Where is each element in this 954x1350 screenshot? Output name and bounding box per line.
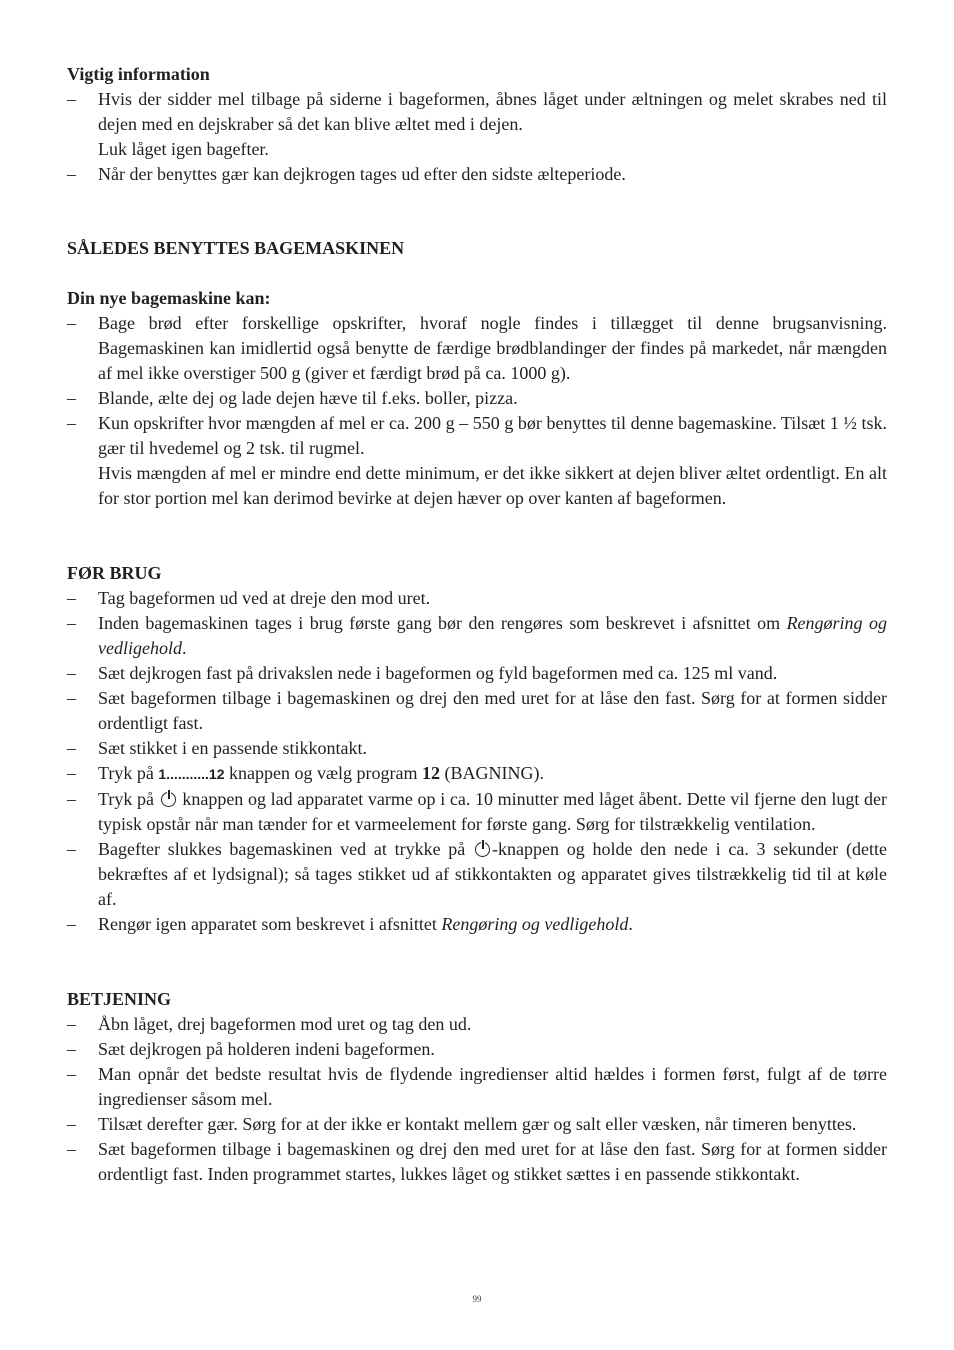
- list-item-text: Sæt bageformen tilbage i bagemaskinen og drej den med uret for at låse den fast. Sørg for at formen sidder ordentligt fast.: [98, 688, 887, 733]
- dash-bullet: –: [67, 413, 76, 433]
- dash-bullet: –: [67, 1064, 76, 1084]
- program-number: 12: [421, 763, 440, 783]
- list-item: [67, 736, 887, 761]
- list-item-text: Når der benyttes gær kan dejkrogen tages ud efter den sidste ælteperiode.: [98, 164, 626, 184]
- dash-bullet: –: [67, 738, 76, 758]
- list-item-text-end: -knappen og holde den nede i ca. 3 sekunder (dette bekræftes af et lydsignal); så tages stikket ud af stikkontakten og apparatet gives tilstrækkelig tid til at køle af.: [98, 839, 887, 909]
- list-item-text: Sæt dejkrogen på holderen indeni bageformen.: [98, 1039, 435, 1059]
- list-item: [67, 411, 887, 461]
- list-item-text-mid: knappen og vælg program: [224, 763, 422, 783]
- dash-bullet: –: [67, 588, 76, 608]
- list-item: [67, 586, 887, 611]
- dash-bullet: –: [67, 388, 76, 408]
- list-item-text: Åbn låget, drej bageformen mod uret og tag den ud.: [98, 1014, 472, 1034]
- list-item-text-end: .: [181, 638, 187, 658]
- dash-bullet: –: [67, 688, 76, 708]
- list-item: [67, 1012, 887, 1037]
- list-item-continuation: Luk låget igen bagefter.: [98, 139, 269, 159]
- list-betjening: [67, 1012, 887, 1187]
- list-item: [67, 311, 887, 386]
- subheading-din-nye-bagemaskine: Din nye bagemaskine kan:: [67, 288, 271, 308]
- list-item-text: Sæt dejkrogen fast på drivakslen nede i bageformen og fyld bageformen med ca. 125 ml vand.: [98, 663, 778, 683]
- list-item-text: Sæt stikket i en passende stikkontakt.: [98, 738, 367, 758]
- heading-foer-brug: FØR BRUG: [67, 563, 162, 583]
- page-number: 99: [472, 1294, 482, 1304]
- list-item: [67, 837, 887, 912]
- list-item-text: Inden bagemaskinen tages i brug første gang bør den rengøres som beskrevet i afsnittet om: [98, 613, 787, 633]
- dash-bullet: –: [67, 613, 76, 633]
- heading-saaledes: SÅLEDES BENYTTES BAGEMASKINEN: [67, 238, 405, 258]
- list-saaledes: [67, 311, 887, 511]
- list-vigtig: [67, 87, 887, 187]
- list-item-text: Blande, ælte dej og lade dejen hæve til f.eks. boller, pizza.: [98, 388, 518, 408]
- program-button-label: 1...........12: [158, 766, 225, 782]
- list-item-text: Tag bageformen ud ved at dreje den mod uret.: [98, 588, 431, 608]
- list-item-text: Bage brød efter forskellige opskrifter, hvoraf nogle findes i tillægget til denne brugsanvisning. Bagemaskinen kan imidlertid også benytte de færdige brødblandinger der findes på markedet, når mængden af mel ikke overstiger 500 g (giver et færdigt brød på ca. 1000 g).: [98, 313, 887, 383]
- list-item: [67, 686, 887, 736]
- list-item-continuation: Hvis mængden af mel er mindre end dette minimum, er det ikke sikkert at dejen bliver æltet ordentligt. En alt for stor portion mel kan derimod bevirke at dejen hæver op over kanten af bageformen.: [98, 463, 887, 508]
- dash-bullet: –: [67, 763, 76, 783]
- list-item: [67, 162, 887, 187]
- list-item-text-end: .: [628, 914, 633, 934]
- list-item-text: Bagefter slukkes bagemaskinen ved at trykke på: [98, 839, 474, 859]
- list-item-text: Kun opskrifter hvor mængden af mel er ca. 200 g – 550 g bør benyttes til denne bagemaskine. Tilsæt 1 ½ tsk. gær til hvedemel og 2 tsk. til rugmel.: [98, 413, 887, 458]
- list-item: [67, 611, 887, 661]
- list-item-text: Tryk på: [98, 763, 159, 783]
- dash-bullet: –: [67, 663, 76, 683]
- dash-bullet: –: [67, 164, 76, 184]
- list-item-text: Sæt bageformen tilbage i bagemaskinen og drej den med uret for at låse den fast. Sørg for at formen sidder ordentligt fast. Inden programmet startes, lukkes låget og stikket sættes i en passende stikkontakt.: [98, 1139, 887, 1184]
- list-item: [67, 1112, 887, 1137]
- list-item: [67, 912, 887, 937]
- dash-bullet: –: [67, 1039, 76, 1059]
- list-item-text: Man opnår det bedste resultat hvis de flydende ingredienser altid hældes i formen først, fulgt af de tørre ingredienser såsom mel.: [98, 1064, 887, 1109]
- list-item: [67, 661, 887, 686]
- dash-bullet: –: [67, 89, 76, 109]
- list-item-text: Tilsæt derefter gær. Sørg for at der ikke er kontakt mellem gær og salt eller væsken, når timeren benyttes.: [98, 1114, 857, 1134]
- list-item: [67, 1137, 887, 1187]
- power-icon: [161, 792, 176, 807]
- list-item-text-end: knappen og lad apparatet varme op i ca. 10 minutter med låget åbent. Dette vil fjerne den lugt der typisk opstår når man tænder for et varmeelement for første gang. Sørg for tilstrækkelig ventilation.: [98, 789, 887, 834]
- list-item: [67, 1062, 887, 1112]
- list-item-text: Hvis der sidder mel tilbage på siderne i bageformen, åbnes låget under æltningen og melet skrabes ned til dejen med en dejskraber så det kan blive æltet med i dejen.: [98, 89, 887, 134]
- dash-bullet: –: [67, 789, 76, 809]
- italic-reference: Rengøring og vedligehold: [441, 914, 629, 934]
- heading-betjening: BETJENING: [67, 989, 172, 1009]
- dash-bullet: –: [67, 1014, 76, 1034]
- list-foer-brug: [67, 586, 887, 937]
- list-item-text: Rengør igen apparatet som beskrevet i afsnittet: [98, 914, 442, 934]
- list-item: [67, 787, 887, 837]
- dash-bullet: –: [67, 914, 76, 934]
- list-item: [67, 1037, 887, 1062]
- list-item: [67, 386, 887, 411]
- list-item: [67, 761, 887, 787]
- heading-vigtig-information: Vigtig information: [67, 64, 210, 84]
- dash-bullet: –: [67, 313, 76, 333]
- italic-reference: Rengøring og vedligehold: [98, 613, 888, 658]
- list-item-text: Tryk på: [98, 789, 159, 809]
- dash-bullet: –: [67, 1139, 76, 1159]
- power-icon: [475, 842, 490, 857]
- document-page: [67, 62, 887, 1187]
- dash-bullet: –: [67, 839, 76, 859]
- list-item: [67, 87, 887, 137]
- dash-bullet: –: [67, 1114, 76, 1134]
- list-item-text-end: (BAGNING).: [439, 763, 544, 783]
